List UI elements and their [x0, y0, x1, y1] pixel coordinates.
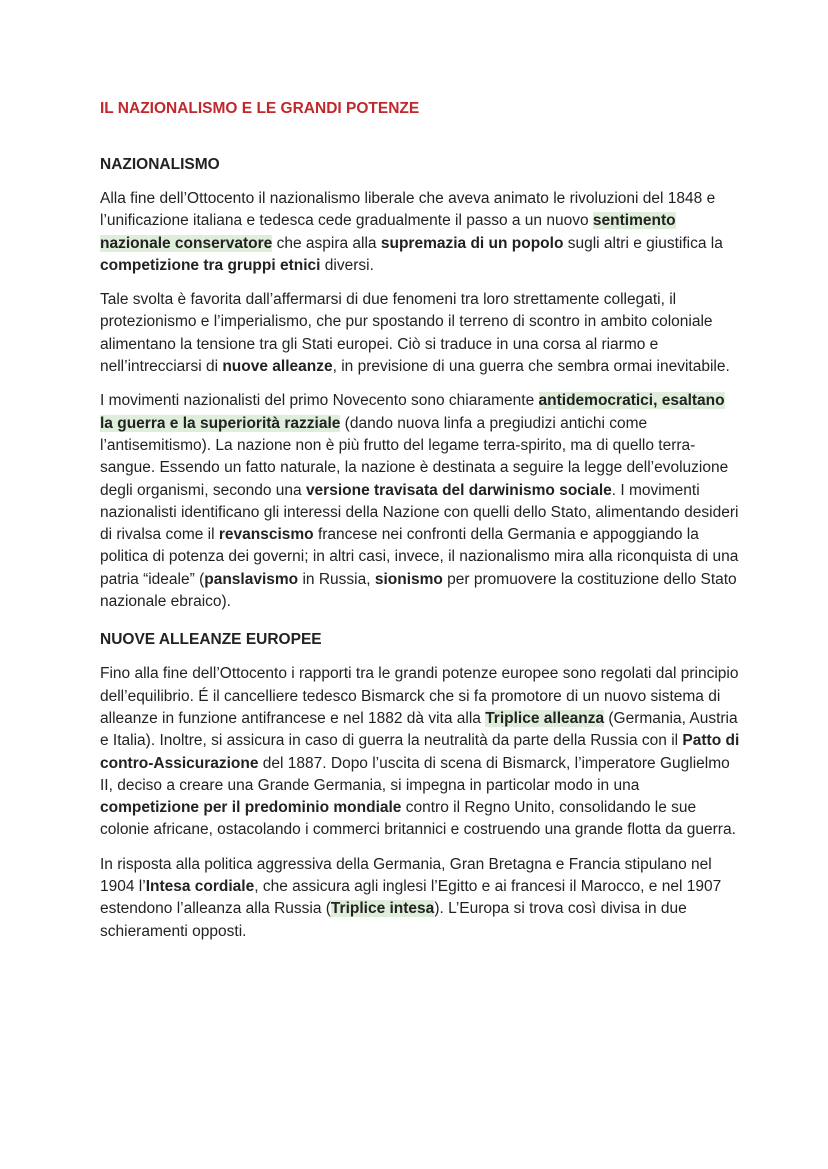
- text-run: del 1887. Dopo l’uscita di scena di Bismarck, l’imperatore Guglielmo II, deciso a creare una Grande Germania, si impegna in particolar modo in una: [100, 754, 730, 794]
- paragraph: [100, 854, 740, 943]
- bold-term: Patto di contro-Assicurazione: [100, 732, 740, 772]
- text-run: I movimenti nazionalisti del primo Novecento sono chiaramente: [100, 392, 539, 410]
- document-body: [100, 98, 740, 943]
- highlighted-term: la superiorità razziale: [182, 414, 341, 432]
- highlighted-term: Triplice alleanza: [485, 709, 605, 727]
- text-run: Alla fine dell’Ottocento il nazionalismo liberale che aveva animato le rivoluzioni del 1848 e l’unificazione italiana e tedesca cede gradualmente il passo a un nuovo: [100, 190, 716, 230]
- highlighted-term: ,: [653, 392, 662, 410]
- bold-term: competizione per il predominio mondiale: [100, 799, 402, 817]
- bold-term: versione travisata del darwinismo sociale: [305, 481, 612, 499]
- highlighted-term: e: [165, 414, 183, 432]
- paragraph: [100, 390, 740, 613]
- text-run: in Russia,: [298, 570, 375, 588]
- section-heading: NAZIONALISMO: [100, 156, 220, 173]
- paragraph: [100, 188, 740, 277]
- text-run: sugli altri e giustifica la: [563, 234, 723, 252]
- bold-term: nuove alleanze: [222, 358, 333, 376]
- text-run: , in previsione di una guerra che sembra ormai inevitabile.: [332, 358, 730, 376]
- bold-term: competizione tra gruppi etnici: [100, 256, 321, 274]
- text-run: francese nei confronti della Germania e appoggiando la politica di potenza dei governi; in altri casi, invece, il nazionalismo mira alla riconquista di una patria “ideale” (: [100, 526, 739, 588]
- text-run: ). L’Europa si trova così divisa in due schieramenti opposti.: [100, 900, 687, 940]
- text-run: (Germania, Austria e Italia). Inoltre, si assicura in caso di guerra la neutralità da parte della Russia con il: [100, 709, 738, 750]
- text-run: per promuovere la costituzione dello Stato nazionale ebraico).: [100, 570, 737, 611]
- text-run: Tale svolta è favorita dall’affermarsi di due fenomeni tra loro strettamente collegati, il protezionismo e l’imperialismo, che pur spostando il terreno di scontro in ambito coloniale alimentano la tensione tra gli Stati europei. Ciò si traduce in una corsa al riarmo e nell’intrecciarsi di: [100, 291, 713, 376]
- bold-term: supremazia di un popolo: [380, 234, 564, 252]
- paragraph: [100, 289, 740, 378]
- bold-term: Intesa cordiale: [145, 878, 255, 896]
- bold-term: revanscismo: [218, 526, 314, 544]
- highlighted-term: antidemocratici: [538, 392, 654, 410]
- highlighted-term: Triplice intesa: [330, 900, 435, 918]
- text-run: contro il Regno Unito, consolidando le sue colonie africane, ostacolando i commerci britannici e costruendo una grande flotta da guerra.: [100, 799, 736, 839]
- bold-term: panslavismo: [204, 570, 299, 588]
- text-run: In risposta alla politica aggressiva della Germania, Gran Bretagna e Francia stipulano nel 1904 l’: [100, 855, 712, 896]
- bold-term: sionismo: [374, 570, 443, 588]
- text-run: , che assicura agli inglesi l’Egitto e ai francesi il Marocco, e nel 1907 estendono l’alleanza alla Russia (: [100, 878, 722, 918]
- highlighted-term: esaltano la guerra: [100, 392, 725, 432]
- paragraph: [100, 663, 740, 841]
- text-run: diversi.: [320, 256, 374, 274]
- text-run: che aspira alla: [272, 234, 381, 252]
- text-run: Fino alla fine dell’Ottocento i rapporti tra le grandi potenze europee sono regolati dal principio dell’equilibrio. É il cancelliere tedesco Bismarck che si fa promotore di un nuovo sistema di alleanze in funzione antifrancese e nel 1882 dà vita alla: [100, 665, 739, 727]
- highlighted-term: sentimento nazionale conservatore: [100, 212, 676, 252]
- section-heading: NUOVE ALLEANZE EUROPEE: [100, 631, 322, 649]
- text-run: (dando nuova linfa a pregiudizi antichi come l’antisemitismo). La nazione non è più frutto del legame terra-spirito, ma di quello terra-sangue. Essendo un fatto naturale, la nazione è destinata a seguire la legge dell’evoluzione degli organismi, secondo una: [100, 414, 729, 499]
- document-title: IL NAZIONALISMO E LE GRANDI POTENZE: [100, 100, 420, 117]
- text-run: . I movimenti nazionalisti identificano gli interessi della Nazione con quelli dello Stato, alimentando desideri di rivalsa come il: [100, 481, 739, 544]
